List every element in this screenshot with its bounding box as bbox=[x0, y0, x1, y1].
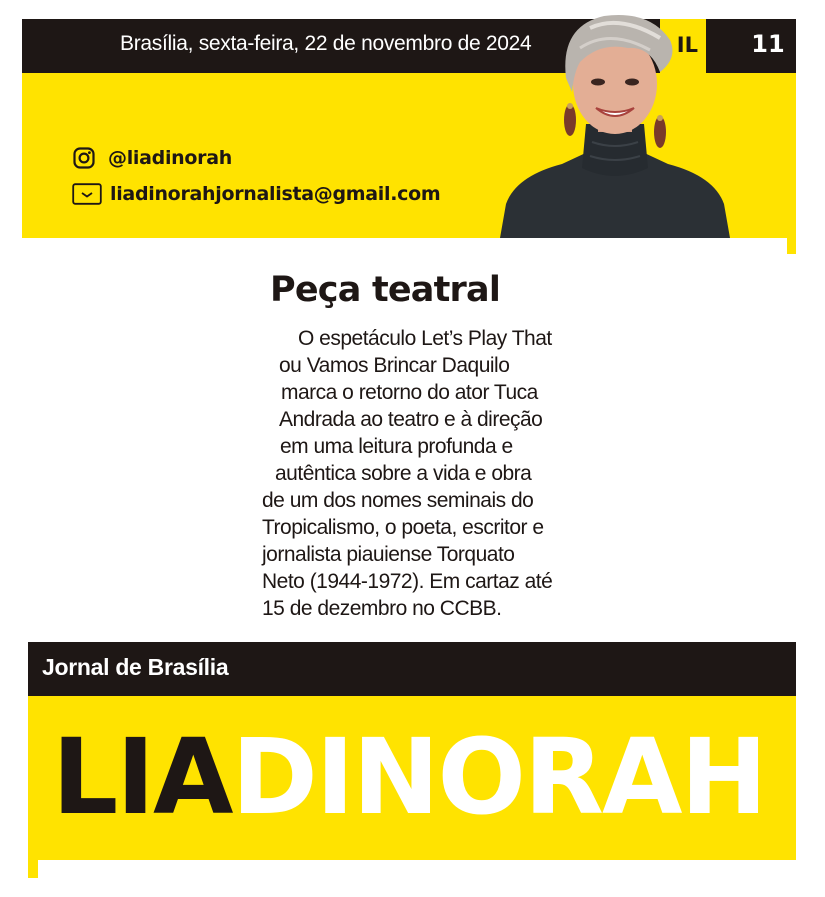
instagram-handle[interactable]: @liadinorah bbox=[108, 147, 232, 169]
newspaper-name: Jornal de Brasília bbox=[42, 654, 229, 680]
brand-first-name: LIA bbox=[52, 716, 232, 838]
article-text-line: Andrada ao teatro e à direção bbox=[279, 408, 543, 431]
brand-last-name: DINORAH bbox=[231, 716, 766, 838]
article-text-line: autêntica sobre a vida e obra bbox=[275, 462, 532, 485]
email-address[interactable]: liadinorahjornalista@gmail.com bbox=[110, 183, 441, 205]
article-text-line: 15 de dezembro no CCBB. bbox=[262, 597, 502, 620]
article-text-line: jornalista piauiense Torquato bbox=[262, 543, 515, 566]
article-text-line: O espetáculo Let’s Play That bbox=[298, 327, 552, 350]
article-text-line: Tropicalismo, o poeta, escritor e bbox=[262, 516, 544, 539]
header-panel-tail bbox=[787, 238, 796, 254]
article-text-line: marca o retorno do ator Tuca bbox=[281, 381, 538, 404]
columnist-portrait bbox=[500, 8, 730, 238]
email-contact[interactable] bbox=[72, 183, 440, 205]
column-brand-logo bbox=[52, 716, 766, 838]
article-headline: Peça teatral bbox=[270, 270, 501, 310]
date-line: Brasília, sexta-feira, 22 de novembro de 2024 bbox=[120, 32, 532, 55]
article-text-line: ou Vamos Brincar Daquilo bbox=[279, 354, 510, 377]
envelope-icon bbox=[72, 183, 102, 205]
masthead-panel-tail bbox=[28, 860, 38, 878]
article-text-line: em uma leitura profunda e bbox=[280, 435, 513, 458]
article-text-line: de um dos nomes seminais do bbox=[262, 489, 534, 512]
instagram-icon bbox=[72, 146, 96, 170]
section-tag-label: IL bbox=[676, 33, 698, 57]
article-text-line: Neto (1944-1972). Em cartaz até bbox=[262, 570, 553, 593]
page-number: 11 bbox=[751, 30, 785, 58]
instagram-contact[interactable] bbox=[72, 146, 232, 170]
